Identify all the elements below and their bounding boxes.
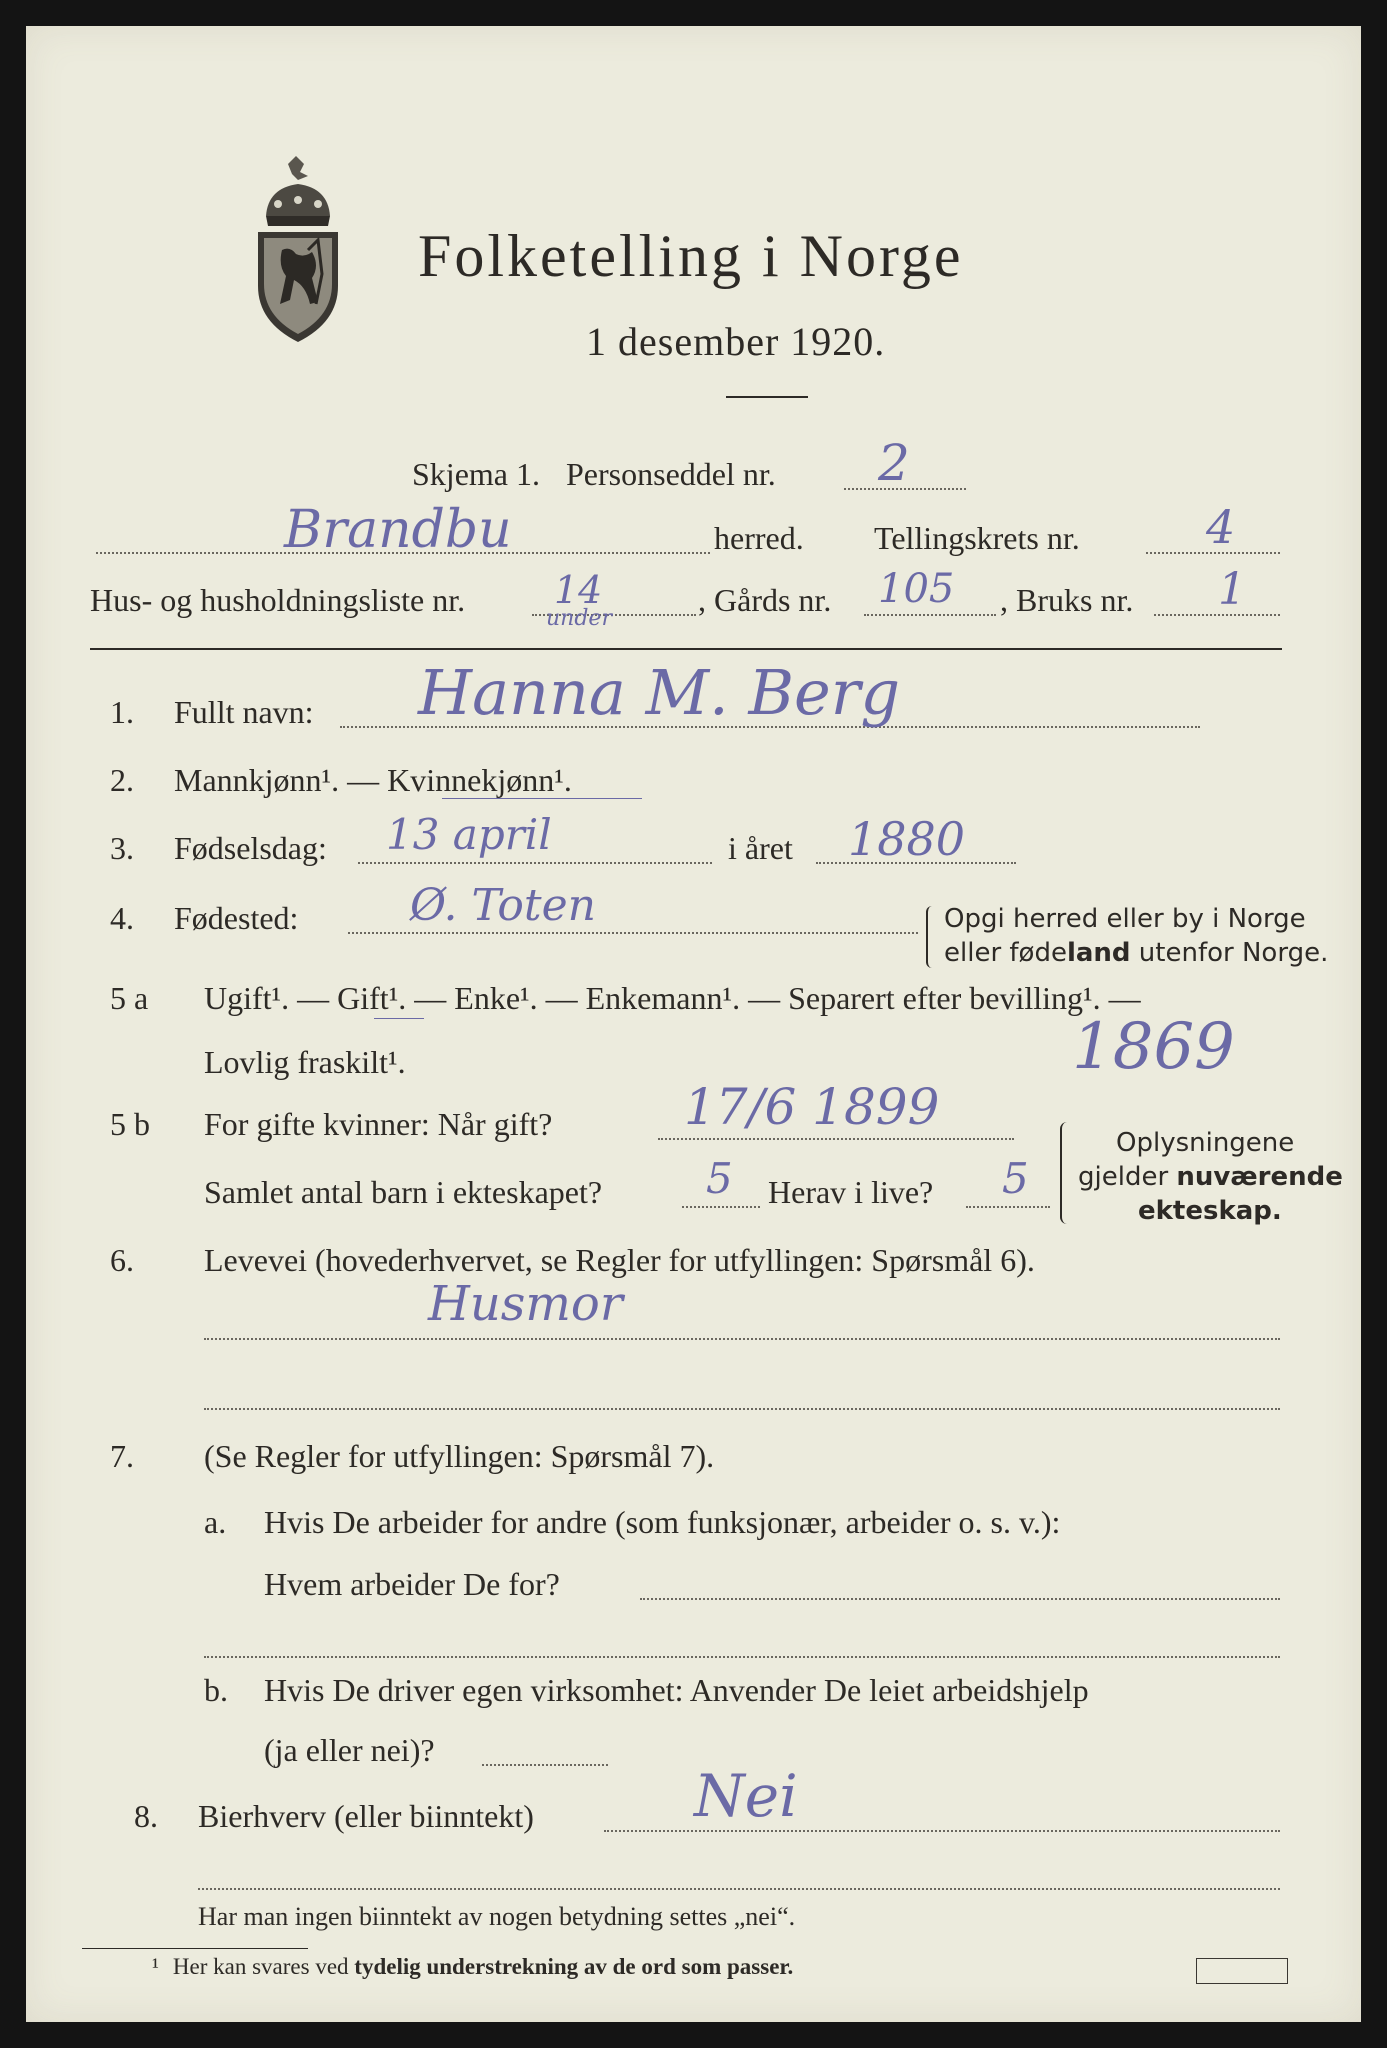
q3-field-line: [358, 862, 712, 864]
q7a-field-line-2: [204, 1656, 1280, 1658]
q7-number: 7.: [110, 1438, 134, 1474]
q4-note-2c: utenfor Norge.: [1130, 938, 1329, 968]
norwegian-coat-of-arms-icon: [248, 154, 348, 344]
q2-underline-kvinnekjonn: [442, 798, 642, 799]
q4-note-line2: [944, 936, 1328, 970]
q5b-note-line3: ekteskap.: [1138, 1196, 1282, 1226]
q1-number: 1.: [110, 694, 134, 730]
q5b-label: For gifte kvinner: Når gift?: [204, 1106, 553, 1142]
q4-note-2b: land: [1066, 938, 1131, 968]
gards-field-line: [864, 614, 996, 616]
q7b-field-line: [482, 1764, 608, 1766]
q4-birthplace-value[interactable]: Ø. Toten: [410, 880, 596, 931]
q5b-alive-label: Herav i live?: [768, 1174, 934, 1210]
form-title: Folketelling i Norge: [418, 223, 964, 289]
q6-field-line-1: [204, 1338, 1280, 1340]
herred-value[interactable]: Brandbu: [284, 500, 512, 560]
q3-label: Fødselsdag:: [174, 830, 327, 866]
bruks-field-line: [1154, 614, 1280, 616]
footnote-divider: [82, 1948, 308, 1949]
q5b-alive-value[interactable]: 5: [1002, 1154, 1029, 1203]
tellingskrets-label: Tellingskrets nr.: [874, 520, 1080, 556]
husholdningsliste-value-note[interactable]: under: [546, 606, 612, 631]
q8-note: Har man ingen biinntekt av nogen betydning settes „nei“.: [198, 1902, 796, 1931]
q7-label: (Se Regler for utfyllingen: Spørsmål 7).: [204, 1438, 715, 1474]
gards-value[interactable]: 105: [878, 566, 955, 612]
q8-field-line-2: [198, 1888, 1280, 1890]
q7a-number: a.: [204, 1504, 227, 1540]
schema-label: Skjema 1.: [412, 456, 540, 492]
form-date: 1 desember 1920.: [586, 319, 886, 364]
q7a-label: Hvis De arbeider for andre (som funksjonær, arbeider o. s. v.):: [264, 1504, 1061, 1540]
q4-label: Fødested:: [174, 900, 299, 936]
q5b-note-line2: [1078, 1160, 1343, 1194]
q7a-field-line-1: [640, 1598, 1280, 1600]
personseddel-label: Personseddel nr.: [566, 456, 776, 492]
q6-field-line-2: [204, 1408, 1280, 1410]
q3-birth-year-value[interactable]: 1880: [848, 812, 966, 866]
q7a-label-line2: Hvem arbeider De for?: [264, 1566, 560, 1602]
q5b-number: 5 b: [110, 1106, 150, 1142]
q4-field-line: [348, 932, 918, 934]
personseddel-value[interactable]: 2: [878, 434, 910, 492]
header-divider: [90, 648, 1282, 650]
q5b-note-brace: [1060, 1122, 1074, 1224]
q3-year-label: i året: [728, 830, 793, 866]
q4-note-2a: eller føde: [944, 938, 1067, 968]
q8-field-line-1: [604, 1830, 1280, 1832]
q5b-note-2a: gjelder: [1078, 1162, 1177, 1192]
q5b-married-date-value[interactable]: 17/6 1899: [684, 1078, 940, 1136]
tellingskrets-value[interactable]: 4: [1206, 500, 1236, 554]
q1-full-name-value[interactable]: Hanna M. Berg: [418, 656, 901, 729]
footnote-text-b: tydelig understrekning av de ord som passer.: [354, 1954, 794, 1979]
q6-number: 6.: [110, 1242, 134, 1278]
title-divider: [726, 396, 808, 398]
bruks-value[interactable]: 1: [1218, 564, 1246, 615]
q5b-children-value[interactable]: 5: [706, 1154, 733, 1203]
q6-occupation-value[interactable]: Husmor: [428, 1276, 623, 1332]
q3-birthday-value[interactable]: 13 april: [386, 810, 552, 859]
census-form-sheet: [26, 26, 1361, 2022]
q5a-number: 5 a: [110, 980, 149, 1016]
printer-stamp: [1196, 1958, 1288, 1984]
q5a-label-line2: Lovlig fraskilt¹.: [204, 1044, 406, 1080]
q8-label: Bierhverv (eller biinntekt): [198, 1798, 534, 1834]
husholdningsliste-value[interactable]: 14: [554, 568, 603, 612]
q5a-underline-gift: [374, 1018, 424, 1019]
footnote-text-a: Her kan svares ved: [172, 1954, 355, 1979]
gards-label: , Gårds nr.: [698, 582, 832, 618]
q2-number: 2.: [110, 762, 134, 798]
q2-gender-label: Mannkjønn¹. — Kvinnekjønn¹.: [174, 762, 572, 798]
q1-label: Fullt navn:: [174, 694, 314, 730]
husholdningsliste-label: Hus- og husholdningsliste nr.: [90, 582, 466, 618]
q5b-children-label: Samlet antal barn i ekteskapet?: [204, 1174, 603, 1210]
q5b-alive-field-line: [966, 1206, 1050, 1208]
q7b-label: Hvis De driver egen virksomhet: Anvender De leiet arbeidshjelp: [264, 1672, 1089, 1708]
q7b-number: b.: [204, 1672, 228, 1708]
q5b-field-line: [658, 1138, 1014, 1140]
q5a-annotation[interactable]: 1869: [1072, 1010, 1235, 1084]
q8-side-income-value[interactable]: Nei: [694, 1762, 798, 1830]
bruks-label: , Bruks nr.: [1000, 582, 1134, 618]
q5b-note-2b: nuværende: [1176, 1162, 1343, 1192]
q8-number: 8.: [134, 1798, 158, 1834]
q5a-label: Ugift¹. — Gift¹. — Enke¹. — Enkemann¹. — Separert efter bevilling¹. —: [204, 980, 1141, 1016]
q4-note-brace: [926, 906, 938, 968]
q4-note-line1: Opgi herred eller by i Norge: [944, 904, 1306, 934]
footnote: [152, 1954, 793, 1980]
q6-label: Levevei (hovederhvervet, se Regler for utfyllingen: Spørsmål 6).: [204, 1242, 1035, 1278]
q7b-label-line2: (ja eller nei)?: [264, 1732, 435, 1768]
herred-label: herred.: [714, 520, 804, 556]
q4-number: 4.: [110, 900, 134, 936]
footnote-mark: ¹: [152, 1954, 159, 1979]
q3-number: 3.: [110, 830, 134, 866]
q5b-children-field-line: [682, 1206, 760, 1208]
q5b-note-line1: Oplysningene: [1116, 1128, 1295, 1158]
